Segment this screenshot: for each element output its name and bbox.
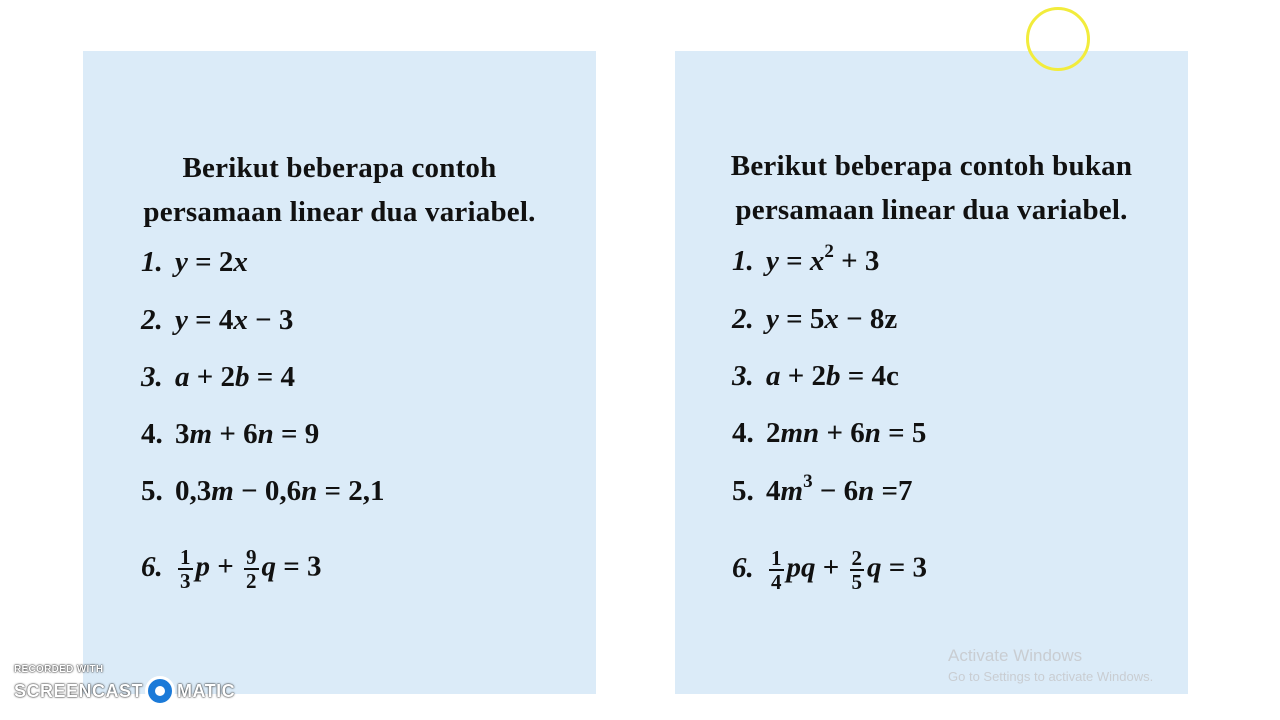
recorded-with-label: RECORDED WITH — [14, 664, 104, 675]
screencast-watermark — [14, 664, 235, 706]
right-equation-1: 1. $y = x^2 + 3$ — [732, 241, 880, 277]
non-linear-examples-panel — [675, 51, 1188, 694]
item-number: 6. — [732, 551, 754, 584]
item-number: 6. — [141, 550, 163, 583]
left-equation-3: 3. a + 2b = 4 — [141, 361, 296, 393]
fraction-nine-halves: $\frac{9}{2}$ — [246, 545, 257, 593]
item-number: 3. — [141, 361, 163, 393]
left-equation-6: 6. $\frac{1}{3}$ p + $\frac{9}{2}$ q = 3 — [141, 545, 322, 593]
item-number: 2. — [141, 304, 163, 336]
left-intro-line1: Berikut beberapa contoh — [182, 152, 497, 184]
right-intro — [675, 144, 1188, 232]
left-intro-line2: persamaan linear dua variabel. — [143, 196, 536, 228]
left-intro — [83, 146, 596, 234]
linear-examples-panel — [83, 51, 596, 694]
item-number: 5. — [732, 475, 754, 507]
fraction-two-fifths: $\frac{2}{5}$ — [851, 546, 863, 594]
item-number: 4. — [141, 418, 163, 450]
activate-windows-watermark — [948, 646, 1153, 684]
right-intro-line2: persamaan linear dua variabel. — [735, 194, 1128, 226]
item-number: 1. — [732, 245, 754, 277]
screencast-logo-icon — [145, 676, 175, 706]
left-equation-1: 1. y = 2x — [141, 246, 248, 278]
left-equation-5: 5. 0,3m − 0,6n = 2,1 — [141, 475, 385, 507]
item-number: 2. — [732, 303, 754, 335]
right-equation-4: 4. 2mn + 6n = 5 — [732, 417, 927, 449]
activate-windows-title: Activate Windows — [948, 646, 1083, 665]
item-number: 4. — [732, 417, 754, 449]
right-intro-line1: Berikut beberapa contoh bukan — [730, 150, 1133, 182]
item-number: 1. — [141, 246, 163, 278]
brand-right-text: MATIC — [177, 680, 236, 701]
left-equation-2: 2. y = 4x − 3 — [141, 304, 294, 336]
right-equation-5: 5. $4m^3 - 6n =7$ — [732, 471, 913, 507]
item-number: 5. — [141, 475, 163, 507]
screencast-brand — [14, 676, 235, 706]
fraction-one-quarter: $\frac{1}{4}$ — [771, 546, 782, 594]
right-equation-6: 6. $\frac{1}{4}$ pq + $\frac{2}{5}$ q = 3 — [732, 546, 928, 594]
activate-windows-subtitle: Go to Settings to activate Windows. — [948, 669, 1154, 684]
brand-left-text: SCREENCAST — [14, 680, 144, 701]
left-equation-4: 4. 3m + 6n = 9 — [141, 418, 320, 450]
right-equation-3: 3. a + 2b = 4c — [732, 360, 899, 392]
cursor-highlight-ring — [1026, 7, 1090, 71]
fraction-one-third: $\frac{1}{3}$ — [180, 545, 191, 593]
right-equation-2: 2. y = 5x − 8z — [732, 303, 898, 335]
item-number: 3. — [732, 360, 754, 392]
